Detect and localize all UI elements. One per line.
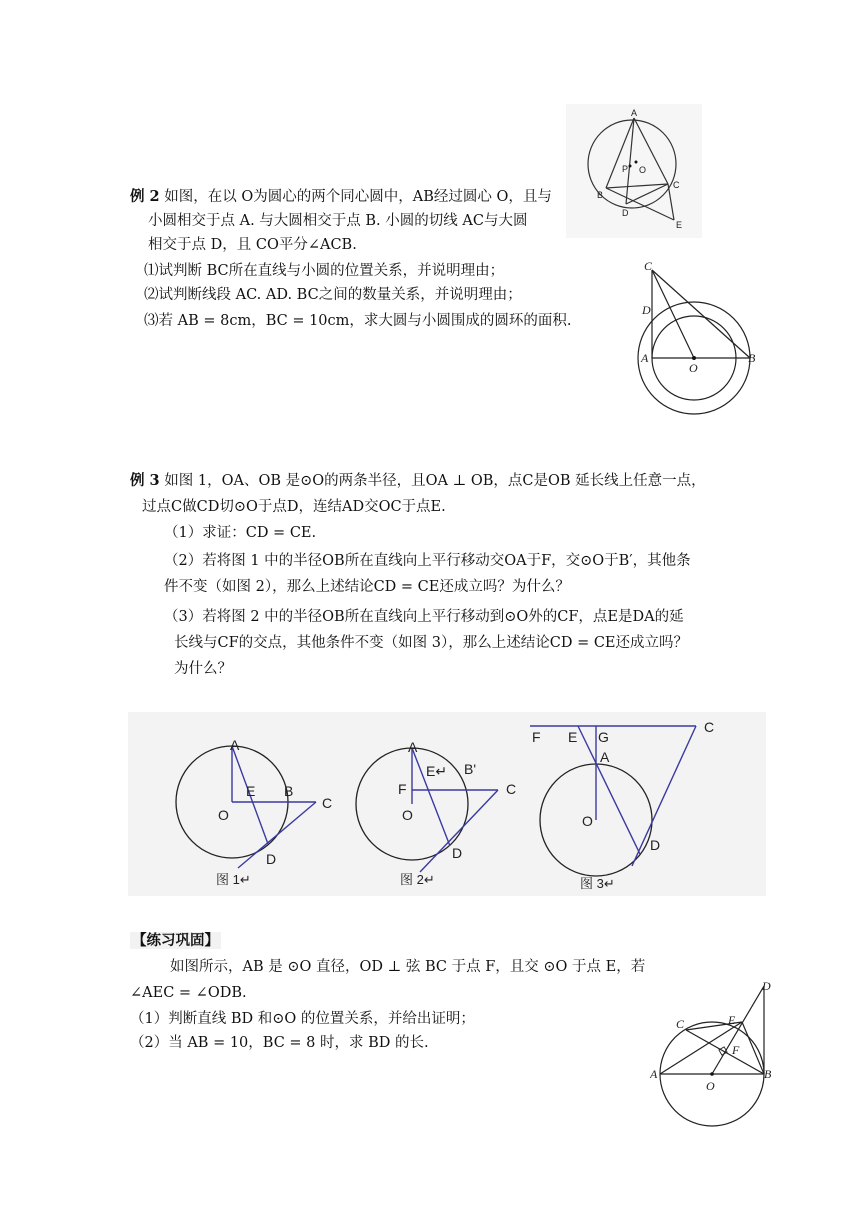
- ex2-line1: 例 2 如图，在以 O为圆心的两个同心圆中，AB经过圆心 O，且与: [130, 188, 552, 205]
- figure-1: [170, 728, 350, 892]
- ex2-line3: 相交于点 D，且 CO平分∠ACB.: [148, 237, 357, 253]
- practice-q1: （1）判断直线 BD 和⊙O 的位置关系，并给出证明；: [130, 1011, 475, 1027]
- ex2-q3: ⑶若 AB = 8cm，BC = 10cm，求大圆与小圆围成的圆环的面积.: [144, 313, 572, 329]
- figure-practice: [650, 978, 786, 1128]
- ex3-q2b: 件不变（如图 2），那么上述结论CD = CE还成立吗？为什么？: [164, 579, 570, 595]
- label-E: E: [676, 220, 683, 230]
- ex3-q3c: 为什么？: [174, 661, 232, 677]
- label-Bp: B': [464, 761, 477, 777]
- label-A: A: [230, 737, 240, 753]
- label-E: E: [728, 1013, 736, 1027]
- ex2-label: 例 2: [130, 188, 160, 205]
- label-E: E↵: [426, 763, 448, 779]
- label-F: F: [532, 729, 541, 745]
- label-O: O: [582, 813, 593, 829]
- ex3-q3a: （3）若将图 2 中的半径OB所在直线向上平行移动到⊙O外的CF，点E是DA的延: [164, 609, 684, 625]
- label-C: C: [704, 719, 715, 735]
- label-D: D: [642, 303, 651, 317]
- practice-heading: 【练习巩固】: [132, 932, 219, 949]
- label-C: C: [644, 259, 653, 273]
- label-B: B: [748, 351, 756, 365]
- label-O: O: [402, 807, 413, 823]
- caption: 图 2↵: [400, 872, 435, 887]
- label-B: B: [597, 190, 604, 200]
- ex3-q2a: （2）若将图 1 中的半径OB所在直线向上平行移动交OA于F，交⊙O于B′，其他条: [164, 553, 691, 569]
- label-F: F: [732, 1043, 740, 1057]
- figure-concentric-circles: [636, 256, 770, 416]
- label-C: C: [673, 180, 680, 190]
- ex3-q3b: 长线与CF的交点，其他条件不变（如图 3），那么上述结论CD = CE还成立吗？: [174, 635, 689, 651]
- label-D: D: [762, 979, 771, 993]
- practice-line2: ∠AEC = ∠ODB.: [130, 985, 247, 1001]
- label-P: P: [622, 164, 629, 174]
- caption: 图 3↵: [580, 876, 615, 891]
- ex3-label: 例 3: [130, 472, 160, 489]
- ex3-line2: 过点C做CD切⊙O于点D，连结AD交OC于点E.: [142, 499, 446, 515]
- label-B: B: [764, 1067, 772, 1081]
- ex2-q1: ⑴试判断 BC所在直线与小圆的位置关系，并说明理由；: [144, 263, 505, 279]
- label-D: D: [622, 208, 629, 218]
- caption: 图 1↵: [216, 872, 251, 887]
- figure-triangle-circle: [566, 104, 702, 238]
- ex3-line1: 例 3 如图 1，OA、OB 是⊙O的两条半径，且OA ⊥ OB，点C是OB 延长线上任意一点，: [130, 472, 706, 489]
- label-B: B: [284, 783, 294, 799]
- label-O: O: [706, 1079, 715, 1093]
- label-O: O: [218, 807, 229, 823]
- label-C: C: [322, 795, 333, 811]
- label-O: O: [689, 361, 698, 375]
- label-D: D: [266, 851, 277, 867]
- label-A: A: [641, 351, 649, 365]
- label-A: A: [650, 1067, 658, 1081]
- label-G: G: [598, 729, 609, 745]
- label-D: D: [452, 845, 463, 861]
- practice-q2: （2）当 AB = 10，BC = 8 时，求 BD 的长.: [130, 1035, 429, 1051]
- ex2-line2: 小圆相交于点 A. 与大圆相交于点 B. 小圆的切线 AC与大圆: [148, 213, 528, 229]
- practice-line1: 如图所示，AB 是 ⊙O 直径，OD ⊥ 弦 BC 于点 F，且交 ⊙O 于点 E，若: [170, 959, 646, 975]
- label-A: A: [408, 739, 418, 755]
- label-F: F: [398, 781, 407, 797]
- label-E: E: [246, 783, 256, 799]
- label-A: A: [631, 108, 638, 118]
- label-E: E: [568, 729, 578, 745]
- label-D: D: [650, 837, 661, 853]
- figure-3: [528, 714, 728, 894]
- label-C: C: [676, 1017, 685, 1031]
- label-O: O: [639, 165, 647, 175]
- figure-2: [350, 728, 530, 892]
- label-C: C: [506, 781, 517, 797]
- ex2-q2: ⑵试判断线段 AC. AD. BC之间的数量关系，并说明理由；: [144, 287, 522, 303]
- ex3-q1: （1）求证：CD = CE.: [164, 525, 317, 541]
- label-A: A: [600, 749, 610, 765]
